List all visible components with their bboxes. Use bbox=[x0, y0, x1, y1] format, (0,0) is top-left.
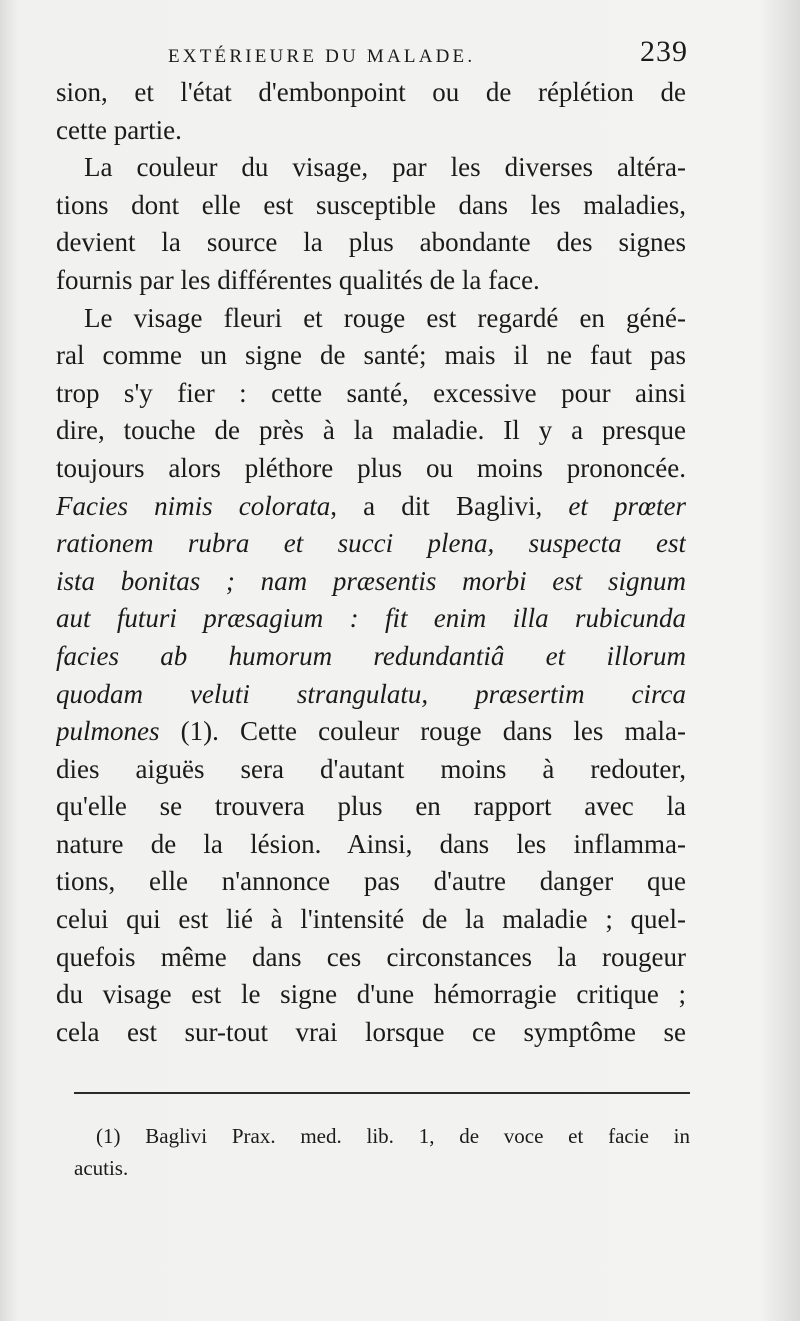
text-line: cela est sur-tout vrai lorsque ce symptôme se bbox=[56, 1016, 686, 1047]
text-line: dire, touche de près à la maladie. Il y a presque bbox=[56, 415, 686, 446]
latin-quote-line: quodam veluti strangulatu, præsertim circa bbox=[56, 678, 686, 709]
text-line: Le visage fleuri et rouge est regardé en géné- bbox=[84, 302, 686, 333]
running-head: EXTÉRIEURE DU MALADE. bbox=[168, 46, 476, 67]
latin-quote-line: aut futuri præsagium : fit enim illa rubicunda bbox=[56, 603, 686, 634]
footnote bbox=[74, 1120, 690, 1184]
text-line: nature de la lésion. Ainsi, dans les inflamma- bbox=[56, 828, 686, 859]
page-header bbox=[168, 30, 688, 74]
text-line: ral comme un signe de santé; mais il ne faut pas bbox=[56, 340, 686, 371]
footnote-line: (1) Baglivi Prax. med. lib. 1, de voce et facie in bbox=[96, 1124, 690, 1148]
latin-quote-line: rationem rubra et succi plena, suspecta est bbox=[56, 528, 686, 559]
text-line-mixed bbox=[56, 713, 686, 751]
text-line: tions dont elle est susceptible dans les maladies, bbox=[56, 189, 686, 220]
latin-quote-start: Facies nimis colorata bbox=[56, 490, 331, 521]
text-after-quote: (1). Cette couleur rouge dans les mala- bbox=[159, 716, 686, 747]
latin-quote-line: facies ab humorum redundantiâ et illorum bbox=[56, 640, 686, 671]
text-line: trop s'y fier : cette santé, excessive pour ainsi bbox=[56, 377, 686, 408]
text-line: sion, et l'état d'embonpoint ou de réplétion de bbox=[56, 77, 686, 107]
text-line: devient la source la plus abondante des signes bbox=[56, 227, 686, 258]
text-line: cette partie. bbox=[56, 114, 182, 145]
text-line: qu'elle se trouvera plus en rapport avec la bbox=[56, 791, 686, 822]
text-line-mixed bbox=[56, 488, 686, 526]
text-line: quefois même dans ces circonstances la rougeur bbox=[56, 941, 686, 972]
body-text bbox=[56, 74, 686, 1051]
latin-quote-continued: et prœter bbox=[568, 490, 686, 521]
latin-quote-end: pulmones bbox=[56, 716, 160, 747]
attribution-text: , a dit Baglivi, bbox=[330, 490, 543, 521]
text-line: La couleur du visage, par les diverses altéra- bbox=[84, 152, 686, 183]
text-line: celui qui est lié à l'intensité de la maladie ; quel- bbox=[56, 904, 686, 935]
text-line: fournis par les différentes qualités de la face. bbox=[56, 264, 540, 295]
page-number: 239 bbox=[640, 35, 688, 68]
text-line: tions, elle n'annonce pas d'autre danger que bbox=[56, 866, 686, 897]
latin-quote-line: ista bonitas ; nam præsentis morbi est signum bbox=[56, 565, 686, 596]
footnote-divider bbox=[74, 1092, 690, 1094]
footnote-line: acutis. bbox=[74, 1156, 129, 1180]
text-line: du visage est le signe d'une hémorragie critique ; bbox=[56, 979, 686, 1010]
text-line: dies aiguës sera d'autant moins à redouter, bbox=[56, 753, 686, 784]
text-line: toujours alors pléthore plus ou moins prononcée. bbox=[56, 452, 686, 483]
